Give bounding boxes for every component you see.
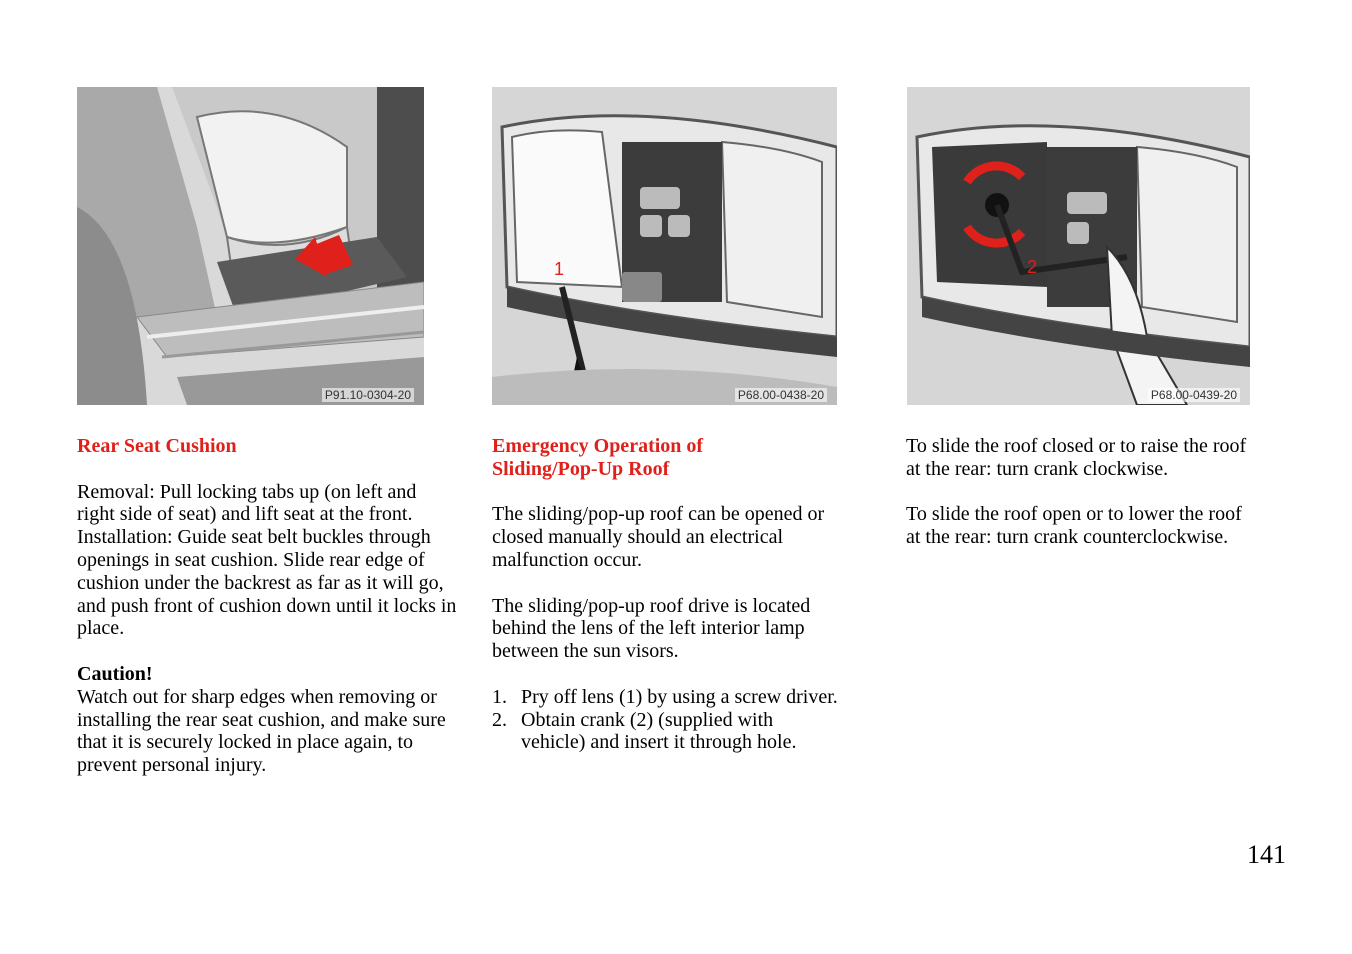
section-heading-line2: Sliding/Pop-Up Roof: [492, 457, 670, 480]
column-emergency-roof: [492, 435, 857, 754]
paragraph-clockwise: To slide the roof closed or to raise the roof at the rear: turn crank clockwise.: [906, 435, 1247, 480]
paragraph-counterclockwise: To slide the roof open or to lower the roof at the rear: turn crank counterclockwise.: [906, 503, 1242, 549]
crank-illustration: [907, 87, 1250, 405]
section-heading: Rear Seat Cushion: [77, 435, 237, 457]
caution-title: Caution!: [77, 662, 153, 685]
paragraph-malfunction: The sliding/pop-up roof can be opened or closed manually should an electrical malfunction occur.: [492, 503, 825, 571]
step-text: Obtain crank (2) (supplied with vehicle) and insert it through hole.: [521, 708, 797, 754]
steps-list: [492, 686, 857, 754]
section-heading-line1: Emergency Operation of: [492, 435, 704, 457]
figure-code: P91.10-0304-20: [322, 388, 414, 402]
paragraph-drive-location: The sliding/pop-up roof drive is located behind the lens of the left interior lamp between the sun visors.: [492, 594, 811, 663]
step-text: Pry off lens (1) by using a screw driver.: [521, 685, 838, 708]
step-number: 2.: [492, 708, 507, 731]
figure-crank: [907, 87, 1250, 405]
list-item: [492, 686, 857, 709]
caution-text: Watch out for sharp edges when removing or installing the rear seat cushion, and make sure that it is securely locked in place again, to prevent personal injury.: [77, 685, 446, 777]
lamp-lens-illustration: [492, 87, 837, 405]
column-crank-direction: [906, 435, 1256, 549]
removal-text: Removal: Pull locking tabs up (on left and right side of seat) and lift seat at the front.: [77, 480, 417, 526]
callout-1: 1: [554, 259, 565, 279]
list-item: [492, 709, 857, 755]
figure-code: P68.00-0438-20: [735, 388, 827, 402]
rear-seat-illustration: [77, 87, 424, 405]
step-number: 1.: [492, 685, 507, 708]
installation-text: Installation: Guide seat belt buckles through openings in seat cushion. Slide rear edge of cushion under the backrest as far as it will go, and push front of cushion down until it locks in place.: [77, 526, 457, 640]
callout-2: 2: [1027, 257, 1038, 277]
figure-code: P68.00-0439-20: [1148, 388, 1240, 402]
figure-lamp-lens: [492, 87, 837, 405]
figure-rear-seat: [77, 87, 424, 405]
column-rear-seat: [77, 435, 457, 777]
section-heading: [492, 435, 857, 481]
page-number: 141: [1247, 840, 1286, 869]
